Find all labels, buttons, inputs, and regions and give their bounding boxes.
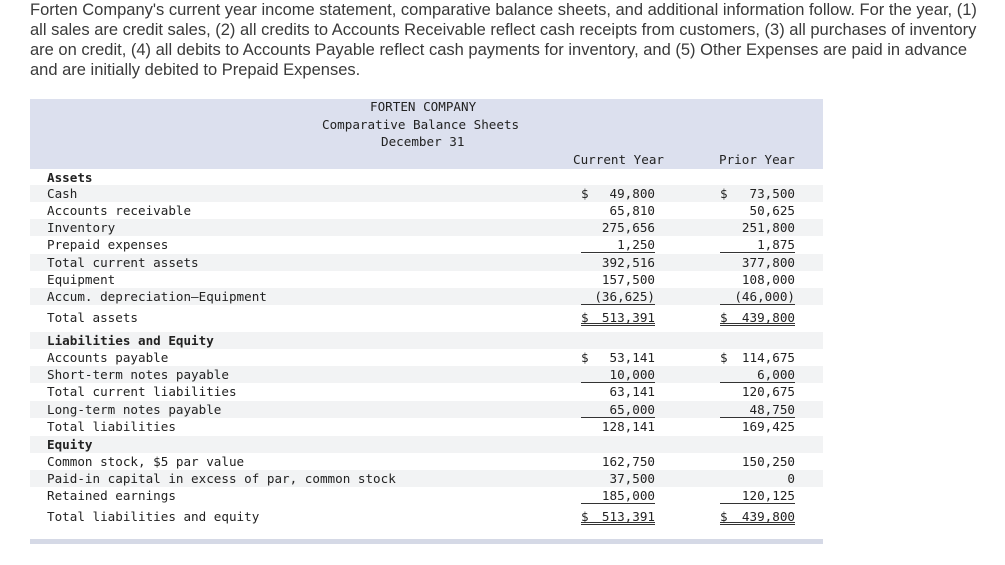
prior-year-value <box>720 288 795 305</box>
amount: 439,800 <box>741 509 795 524</box>
current-year-value <box>581 349 655 366</box>
row-label: Accounts payable <box>47 350 169 365</box>
amount: 120,675 <box>741 384 795 399</box>
table-row <box>30 453 823 470</box>
current-year-value <box>581 487 655 504</box>
current-year-value <box>581 366 655 383</box>
amount: 169,425 <box>741 419 795 434</box>
table-header <box>30 99 823 169</box>
prior-year-value <box>720 508 795 525</box>
currency-symbol: $ <box>581 186 589 201</box>
amount: 0 <box>787 471 795 486</box>
amount: 392,516 <box>601 255 655 270</box>
table-row <box>30 366 823 383</box>
current-year-value <box>581 401 655 418</box>
row-label: Total assets <box>47 310 138 325</box>
row-label: Prepaid expenses <box>47 237 169 252</box>
statement-date: December 31 <box>381 134 465 149</box>
current-year-value <box>581 202 655 219</box>
prior-year-value <box>720 349 795 366</box>
company-name: FORTEN COMPANY <box>370 99 477 114</box>
table-row <box>30 271 823 288</box>
table-row <box>30 236 823 253</box>
prior-year-value <box>720 254 795 271</box>
current-year-value <box>581 236 655 253</box>
table-row <box>30 470 823 487</box>
prior-year-value <box>720 470 795 487</box>
currency-symbol: $ <box>581 509 589 524</box>
table-row <box>30 309 823 326</box>
current-year-value <box>581 271 655 288</box>
amount: 63,141 <box>609 384 655 399</box>
table-row <box>30 436 823 453</box>
currency-symbol: $ <box>720 350 728 365</box>
table-row <box>30 288 823 305</box>
statement-title: Comparative Balance Sheets <box>322 117 520 132</box>
row-label: Paid-in capital in excess of par, common stock <box>47 471 396 486</box>
table-row <box>30 169 823 186</box>
row-label: Equipment <box>47 272 116 287</box>
column-header-prior-year: Prior Year <box>719 152 795 167</box>
table-row <box>30 383 823 400</box>
amount: 6,000 <box>757 367 795 382</box>
amount: 53,141 <box>609 350 655 365</box>
prior-year-value <box>720 185 795 202</box>
prior-year-value <box>720 418 795 435</box>
problem-intro-text: Forten Company's current year income statement, comparative balance sheets, and additional information follow. For the year, (1) all sales are credit sales, (2) all credits to Accounts Receivable reflect cash receipts from customers, (3) all purchases of inventory are on credit, (4) all debits to Accounts Payable reflect cash payments for inventory, and (5) Other Expenses are paid in advance and are initially debited to Prepaid Expenses. <box>30 1 977 79</box>
row-label: Inventory <box>47 220 116 235</box>
amount: 377,800 <box>741 255 795 270</box>
amount: 108,000 <box>741 272 795 287</box>
amount: 10,000 <box>609 367 655 382</box>
amount: 251,800 <box>741 220 795 235</box>
prior-year-value <box>720 383 795 400</box>
table-row <box>30 401 823 418</box>
amount: 157,500 <box>601 272 655 287</box>
prior-year-value <box>720 309 795 326</box>
prior-year-value <box>720 236 795 253</box>
amount: (46,000) <box>734 289 795 304</box>
table-row <box>30 349 823 366</box>
amount: 150,250 <box>741 454 795 469</box>
amount: 162,750 <box>601 454 655 469</box>
balance-sheet-table <box>30 99 823 545</box>
table-row <box>30 508 823 525</box>
amount: 114,675 <box>741 350 795 365</box>
currency-symbol: $ <box>720 310 728 325</box>
amount: 65,810 <box>609 203 655 218</box>
row-label: Short-term notes payable <box>47 367 229 382</box>
amount: 48,750 <box>749 402 795 417</box>
prior-year-value <box>720 366 795 383</box>
currency-symbol: $ <box>581 310 589 325</box>
row-label: Common stock, $5 par value <box>47 454 245 469</box>
row-label: Total liabilities <box>47 419 176 434</box>
current-year-value <box>581 453 655 470</box>
row-label: Retained earnings <box>47 488 176 503</box>
amount: 73,500 <box>749 186 795 201</box>
amount: 1,250 <box>617 237 655 252</box>
prior-year-value <box>720 271 795 288</box>
table-row <box>30 418 823 435</box>
amount: 513,391 <box>601 509 655 524</box>
table-row <box>30 219 823 236</box>
prior-year-value <box>720 202 795 219</box>
table-bottom-border <box>30 539 823 544</box>
amount: 120,125 <box>741 488 795 503</box>
row-label: Cash <box>47 186 78 201</box>
current-year-value <box>581 288 655 305</box>
amount: 49,800 <box>609 186 655 201</box>
column-header-current-year: Current Year <box>573 152 664 167</box>
row-label: Total current liabilities <box>47 384 237 399</box>
row-label: Long-term notes payable <box>47 402 222 417</box>
amount: 513,391 <box>601 310 655 325</box>
table-row <box>30 487 823 504</box>
amount: 185,000 <box>601 488 655 503</box>
amount: (36,625) <box>594 289 655 304</box>
prior-year-value <box>720 487 795 504</box>
current-year-value <box>581 185 655 202</box>
row-label: Total liabilities and equity <box>47 509 260 524</box>
amount: 439,800 <box>741 310 795 325</box>
table-row <box>30 202 823 219</box>
table-row <box>30 185 823 202</box>
current-year-value <box>581 418 655 435</box>
table-row <box>30 254 823 271</box>
prior-year-value <box>720 401 795 418</box>
row-label: Assets <box>47 170 93 185</box>
prior-year-value <box>720 219 795 236</box>
row-label: Equity <box>47 437 93 452</box>
current-year-value <box>581 254 655 271</box>
currency-symbol: $ <box>581 350 589 365</box>
currency-symbol: $ <box>720 509 728 524</box>
row-label: Accounts receivable <box>47 203 192 218</box>
amount: 37,500 <box>609 471 655 486</box>
row-label: Accum. depreciation—Equipment <box>47 289 267 304</box>
amount: 50,625 <box>749 203 795 218</box>
table-row <box>30 332 823 349</box>
amount: 275,656 <box>601 220 655 235</box>
current-year-value <box>581 508 655 525</box>
amount: 65,000 <box>609 402 655 417</box>
amount: 1,875 <box>757 237 795 252</box>
amount: 128,141 <box>601 419 655 434</box>
row-label: Liabilities and Equity <box>47 333 214 348</box>
row-label: Total current assets <box>47 255 199 270</box>
current-year-value <box>581 309 655 326</box>
current-year-value <box>581 470 655 487</box>
currency-symbol: $ <box>720 186 728 201</box>
prior-year-value <box>720 453 795 470</box>
current-year-value <box>581 383 655 400</box>
current-year-value <box>581 219 655 236</box>
